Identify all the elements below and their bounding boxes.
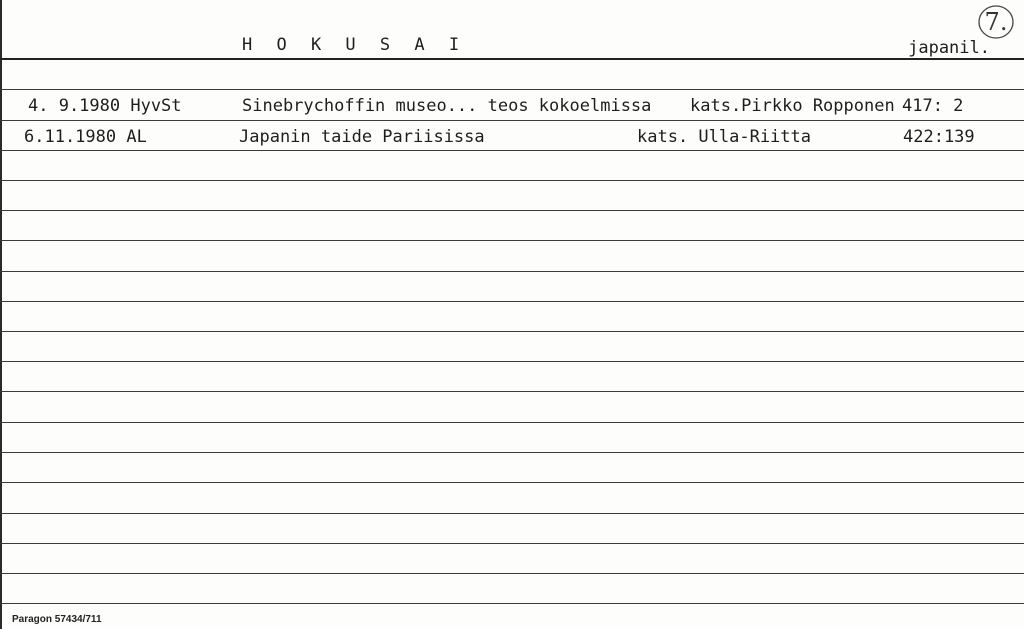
ruled-line — [0, 573, 1024, 574]
entry-row — [0, 126, 1024, 148]
ruled-line — [0, 150, 1024, 151]
ruled-line — [0, 482, 1024, 483]
printer-imprint: Paragon 57434/711 — [12, 614, 102, 625]
card-number-stamp — [976, 3, 1016, 41]
ruled-line — [0, 271, 1024, 272]
ruled-line — [0, 240, 1024, 241]
entry-reference: 422:139 — [903, 127, 975, 147]
ruled-line — [0, 331, 1024, 332]
ruled-line — [0, 422, 1024, 423]
entry-author: kats. Ulla-Riitta — [637, 127, 811, 147]
ruled-line — [0, 361, 1024, 362]
entry-title: Japanin taide Pariisissa — [239, 127, 485, 147]
entry-author: kats.Pirkko Ropponen — [690, 96, 895, 116]
entry-date: 4. 9.1980 HyvSt — [28, 96, 182, 116]
entry-reference: 417: 2 — [902, 96, 964, 116]
ruled-line — [0, 89, 1024, 90]
ruled-line — [0, 301, 1024, 302]
ruled-line — [0, 603, 1024, 604]
ruled-line — [0, 180, 1024, 181]
ruled-line — [0, 210, 1024, 211]
entry-row — [0, 95, 1024, 117]
card-number: 7. — [984, 8, 1008, 36]
entry-title: Sinebrychoffin museo... teos kokoelmissa — [242, 96, 652, 116]
ruled-line — [0, 543, 1024, 544]
header-rule — [0, 58, 1024, 60]
ruled-line — [0, 120, 1024, 121]
card-heading: H O K U S A I — [242, 35, 467, 55]
subject-label: japanil. — [908, 38, 990, 58]
ruled-line — [0, 513, 1024, 514]
entry-date: 6.11.1980 AL — [24, 127, 147, 147]
ruled-line — [0, 391, 1024, 392]
ruled-line — [0, 452, 1024, 453]
